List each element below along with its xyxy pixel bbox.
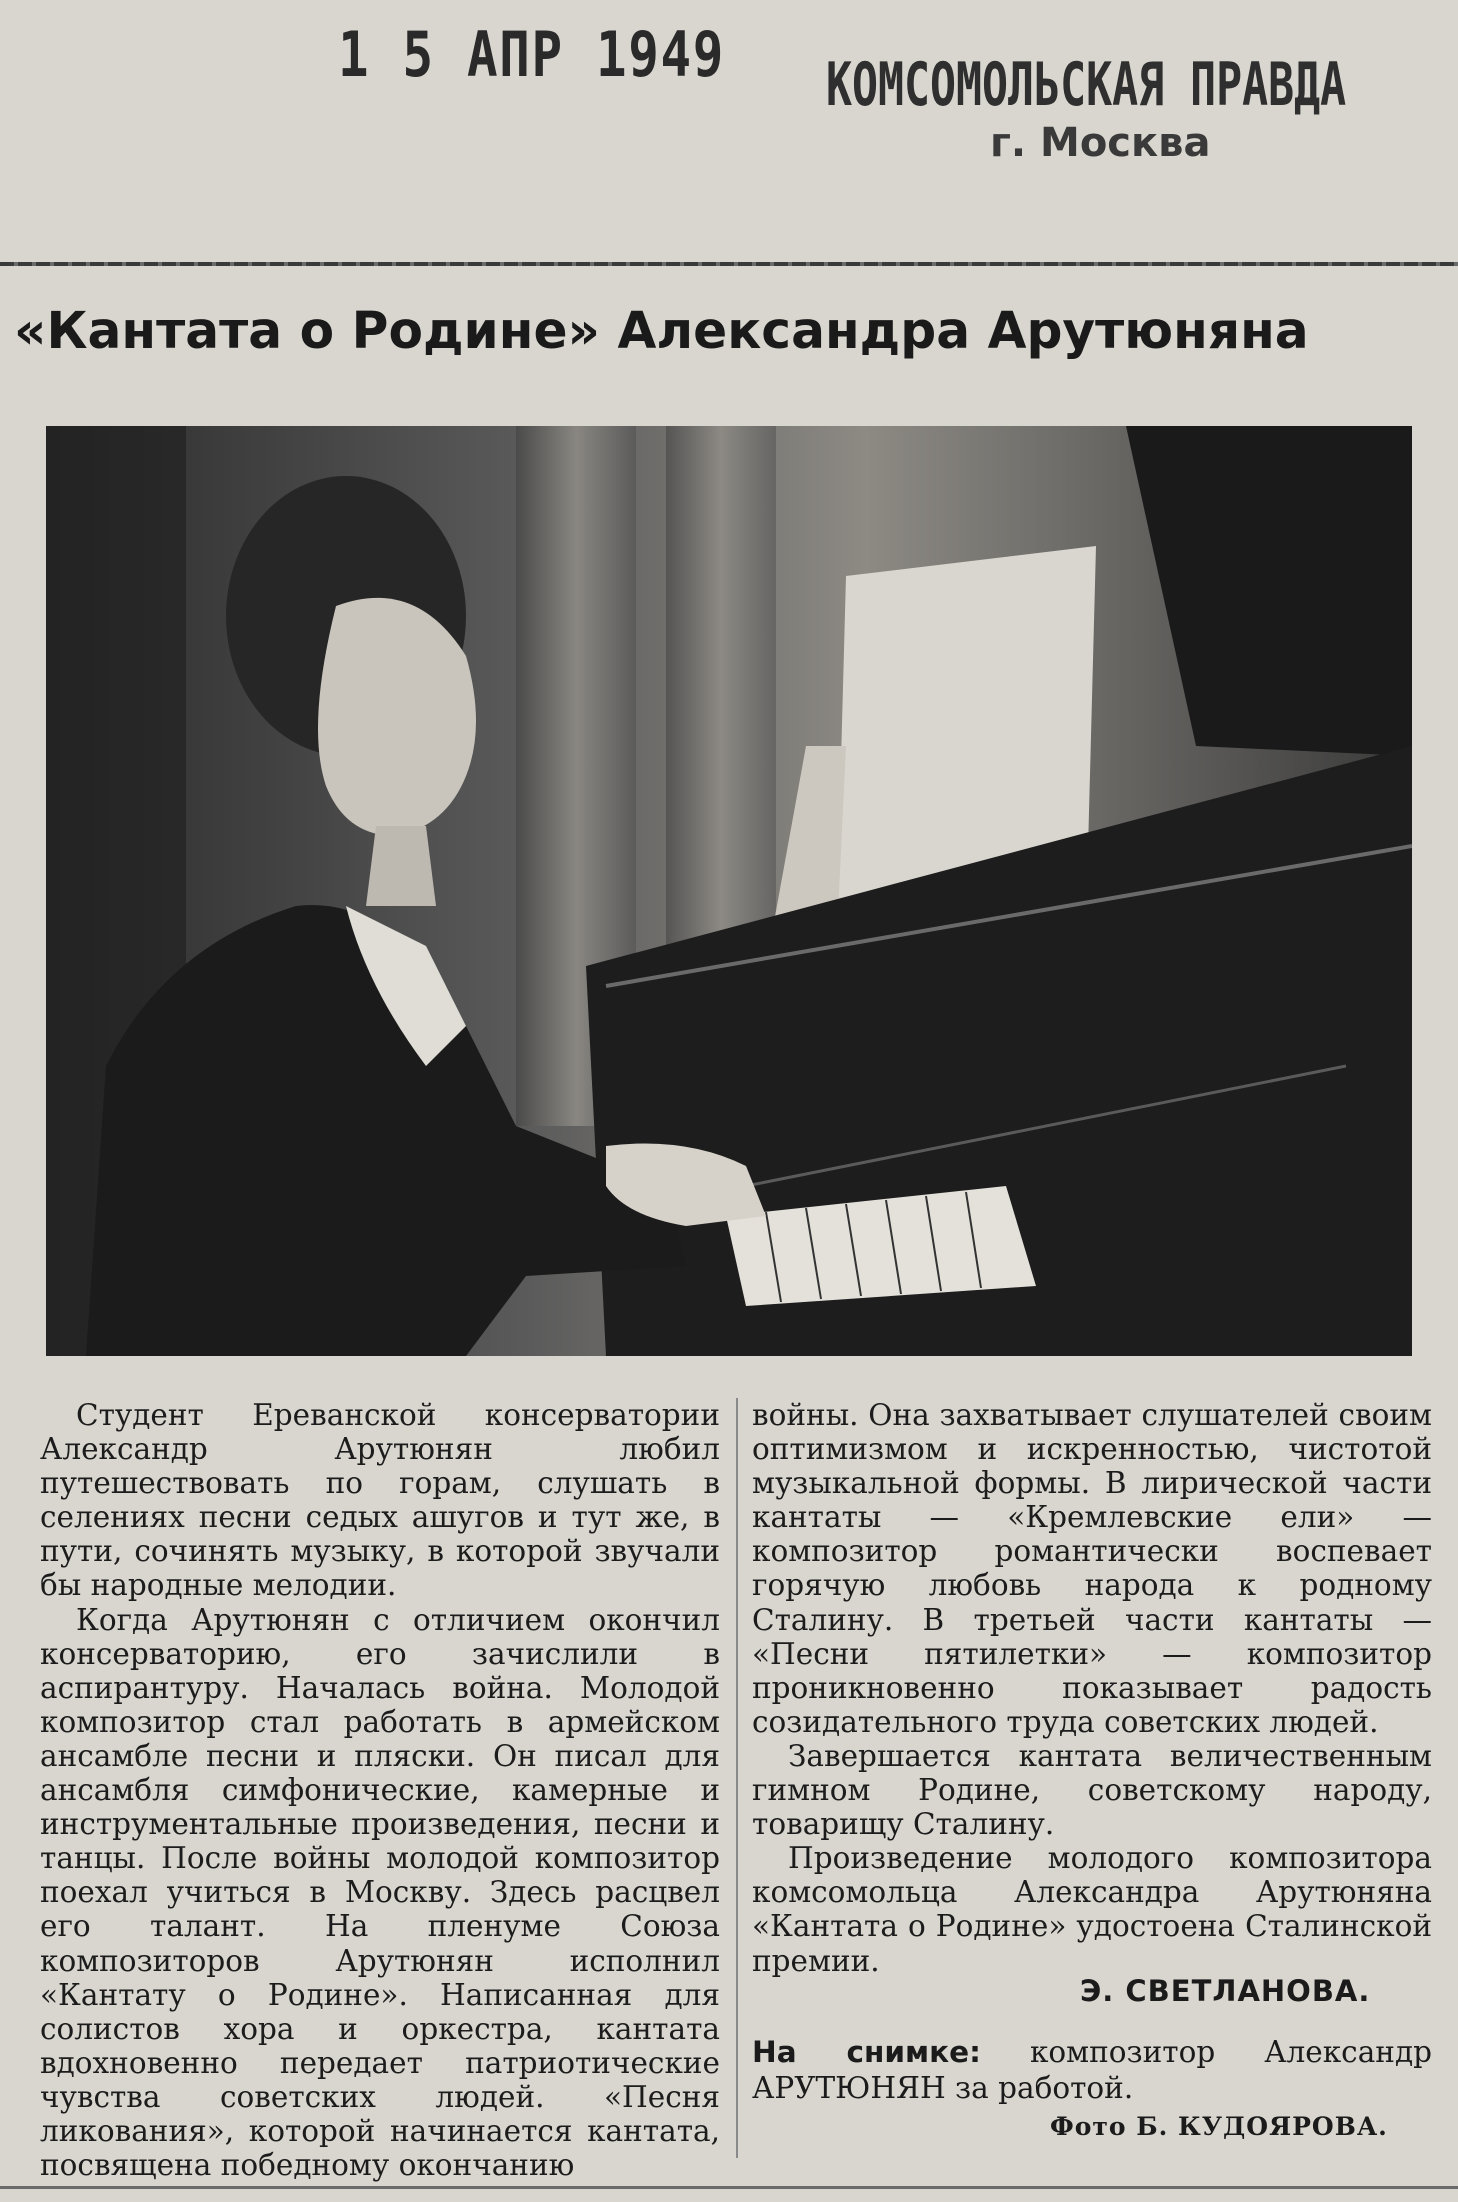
paragraph: Произведение молодого композитора комсомольца Александра Арутюняна «Кантата о Родине» удостоена Сталинской премии.: [752, 1841, 1432, 1978]
caption-text: композитор Александр АРУТЮНЯН за работой.: [752, 2035, 1432, 2105]
newspaper-stamp: КОМСОМОЛЬСКАЯ ПРАВДА: [826, 50, 1347, 120]
caption-lead: На снимке:: [752, 2035, 981, 2069]
right-column: [752, 1398, 1432, 1978]
date-stamp: 1 5 АПР 1949: [338, 18, 725, 91]
photo-caption: [752, 2034, 1432, 2106]
paragraph: Когда Арутюнян с отличием окончил консерваторию, его зачислили в аспирантуру. Началась война. Молодой композитор стал работать в армейском ансамбле песни и пляски. Он писал для ансамбля симфонические, камерные и инструментальные произведения, песни и танцы. После войны молодой композитор поехал учиться в Москву. Здесь расцвел его талант. На пленуме Союза композиторов Арутюнян исполнил «Кантату о Родине». Написанная для солистов хора и оркестра, кантата вдохновенно передает патриотические чувства советских людей. «Песня ликования», которой начинается кантата, посвящена победному окончанию: [40, 1602, 720, 2183]
top-rule: [0, 262, 1458, 266]
photo-illustration: [46, 426, 1412, 1356]
article-headline: «Кантата о Родине» Александра Арутюняна: [14, 302, 1309, 361]
column-divider: [736, 1398, 738, 2158]
left-column: [40, 1398, 720, 2182]
bottom-rule: [0, 2186, 1458, 2189]
article-photo: [46, 426, 1412, 1356]
paragraph: Студент Ереванской консерватории Александр Арутюнян любил путешествовать по горам, слушать в селениях песни седых ашугов и тут же, в пути, сочинять музыку, в которой звучали бы народные мелодии.: [40, 1398, 720, 1603]
city-stamp: г. Москва: [990, 120, 1211, 166]
paragraph: Завершается кантата величественным гимном Родине, советскому народу, товарищу Сталину.: [752, 1738, 1432, 1842]
photo-credit: Фото Б. КУДОЯРОВА.: [1050, 2112, 1388, 2141]
paragraph: войны. Она захватывает слушателей своим оптимизмом и искренностью, чистотой музыкальной формы. В лирической части кантаты — «Кремлевские ели» — композитор романтически воспевает горячую любовь народа к родному Сталину. В третьей части кантаты — «Песни пятилетки» — композитор проникновенно показывает радость созидательного труда советских людей.: [752, 1398, 1432, 1739]
author-signature: Э. СВЕТЛАНОВА.: [1080, 1974, 1371, 2008]
